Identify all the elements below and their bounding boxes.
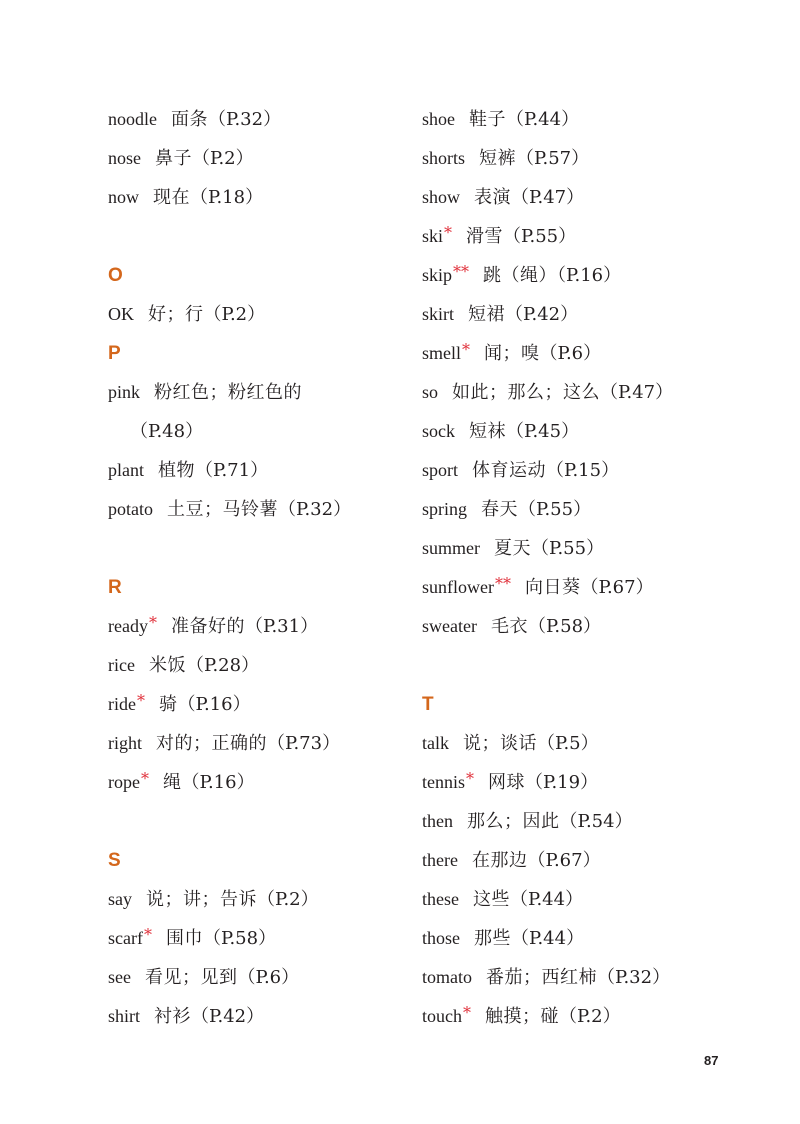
glossary-entry	[108, 685, 408, 724]
entry-page-ref: （P.67）	[527, 850, 601, 871]
entry-mark: *	[463, 1003, 471, 1022]
entry-word: rope	[108, 772, 140, 792]
entry-word: spring	[422, 499, 467, 519]
entry-word: these	[422, 889, 459, 909]
glossary-entry	[422, 724, 752, 763]
entry-mark: *	[444, 223, 453, 242]
entry-mark: *	[136, 691, 145, 710]
entry-meaning: 现在	[153, 187, 190, 208]
entry-meaning: 表演	[474, 187, 512, 208]
entry-word: sport	[422, 460, 458, 480]
glossary-entry	[422, 334, 752, 373]
entry-meaning: 夏天	[494, 538, 531, 559]
entry-meaning: 那么；因此	[467, 811, 560, 832]
entry-meaning: 鼻子	[155, 148, 192, 169]
entry-meaning: 看见；见到	[144, 967, 238, 988]
entry-word: skip	[422, 265, 453, 285]
entry-mark: *	[462, 340, 470, 359]
entry-meaning: 准备好的	[170, 616, 245, 637]
entry-word: touch	[422, 1006, 462, 1026]
glossary-entry	[108, 295, 408, 334]
glossary-entry	[108, 373, 408, 412]
entry-page-ref: （P.44）	[509, 889, 584, 910]
glossary-entry	[108, 178, 408, 217]
entry-word: those	[422, 928, 460, 948]
entry-meaning: 鞋子	[469, 109, 506, 130]
entry-meaning: 衬衫	[154, 1006, 192, 1027]
entry-meaning: 如此；那么；这么	[452, 382, 601, 403]
entry-mark: *	[148, 613, 157, 632]
entry-word: there	[422, 850, 458, 870]
entry-meaning: 土豆；马铃薯	[167, 499, 278, 520]
entry-meaning: 触摸；碰	[485, 1006, 559, 1027]
entry-page-ref: （P.57）	[516, 148, 590, 169]
glossary-entry	[108, 646, 408, 685]
section-letter: S	[108, 850, 121, 871]
entry-word: scarf	[108, 928, 143, 948]
entry-word: then	[422, 811, 453, 831]
entry-page-ref: （P.42）	[191, 1006, 265, 1027]
entry-word: sunflower	[422, 577, 494, 597]
glossary-entry	[108, 451, 408, 490]
entry-word: rice	[108, 655, 135, 675]
entry-meaning: 网球	[488, 772, 525, 793]
glossary-entry	[422, 568, 752, 607]
entry-meaning: 番茄；西红柿	[486, 967, 597, 988]
glossary-right-column	[422, 100, 752, 1036]
entry-word: pink	[108, 382, 141, 402]
entry-word: see	[108, 967, 131, 987]
entry-meaning: 短裤	[479, 148, 517, 169]
section-letter: O	[108, 265, 123, 286]
entry-word: shorts	[422, 148, 466, 168]
entry-page-ref: （P.32）	[208, 109, 282, 130]
section-letter: T	[422, 694, 434, 715]
glossary-entry	[422, 451, 752, 490]
glossary-entry	[422, 295, 752, 334]
entry-page-ref: （P.6）	[237, 967, 300, 988]
entry-meaning: 围巾	[165, 928, 203, 949]
glossary-entry	[422, 373, 752, 412]
entry-word: plant	[108, 460, 144, 480]
entry-page-ref: （P.58）	[527, 616, 602, 637]
entry-page-ref: （P.19）	[525, 772, 599, 793]
glossary-entry	[422, 529, 752, 568]
entry-page-ref: （P.16）	[177, 694, 251, 715]
entry-page-ref: （P.32）	[278, 499, 352, 520]
entry-word: ready	[108, 616, 148, 636]
glossary-entry	[422, 958, 752, 997]
glossary-entry	[422, 919, 752, 958]
entry-word: potato	[108, 499, 153, 519]
entry-meaning: 面条	[171, 109, 208, 130]
glossary-entry	[422, 607, 752, 646]
glossary-entry	[108, 763, 408, 802]
glossary-entry	[422, 880, 752, 919]
entry-page-ref: （P.44）	[511, 928, 585, 949]
glossary-entry	[422, 139, 752, 178]
entry-page-ref: （P.2）	[192, 148, 254, 169]
entry-meaning: 毛衣	[490, 616, 528, 637]
entry-word: right	[108, 733, 142, 753]
page-number: 87	[704, 1053, 719, 1068]
entry-page-ref: （P.32）	[597, 967, 671, 988]
entry-word: shoe	[422, 109, 455, 129]
spacer	[108, 802, 408, 841]
glossary-entry	[422, 841, 752, 880]
entry-page-ref: （P.2）	[203, 304, 266, 325]
glossary-entry	[422, 178, 752, 217]
glossary-entry	[108, 724, 408, 763]
entry-meaning: 米饭	[148, 655, 186, 676]
entry-word: noodle	[108, 109, 157, 129]
glossary-entry	[422, 490, 752, 529]
entry-page-ref: （P.71）	[195, 460, 269, 481]
glossary-left-column	[108, 100, 408, 1036]
entry-page-ref: （P.54）	[559, 811, 633, 832]
entry-meaning: 闻；嗅	[484, 343, 540, 364]
entry-meaning: 说；谈话	[463, 733, 537, 754]
entry-page-ref: （P.16）	[181, 772, 255, 793]
entry-page-ref: （P.45）	[506, 421, 580, 442]
entry-page-ref: （P.42）	[505, 304, 579, 325]
entry-mark: *	[466, 769, 474, 788]
glossary-entry	[108, 919, 408, 958]
glossary-entry	[422, 997, 752, 1036]
entry-mark: *	[143, 925, 152, 944]
entry-word: skirt	[422, 304, 455, 324]
entry-page-ref: （P.2）	[257, 889, 319, 910]
entry-page-ref: （P.16）	[557, 265, 622, 286]
entry-page-ref: （P.55）	[503, 226, 577, 247]
entry-word: tennis	[422, 772, 465, 792]
entry-word: shirt	[108, 1006, 141, 1026]
spacer	[108, 529, 408, 568]
entry-page-ref: （P.2）	[559, 1006, 621, 1027]
entry-continuation: （P.48）	[130, 421, 204, 442]
glossary-entry	[108, 958, 408, 997]
entry-meaning: 那些	[474, 928, 511, 949]
entry-page-ref: （P.47）	[600, 382, 674, 403]
entry-meaning: 这些	[472, 889, 510, 910]
entry-word: say	[108, 889, 132, 909]
entry-meaning: 植物	[158, 460, 195, 481]
glossary-entry	[422, 256, 752, 295]
entry-meaning: 对的；正确的	[156, 733, 267, 754]
glossary-entry	[422, 802, 752, 841]
entry-meaning: 体育运动	[472, 460, 546, 481]
entry-word: ski	[422, 226, 444, 246]
entry-page-ref: （P.28）	[185, 655, 260, 676]
entry-mark: **	[453, 262, 470, 281]
entry-page-ref: （P.31）	[244, 616, 319, 637]
section-letter: R	[108, 577, 122, 598]
glossary-entry	[422, 763, 752, 802]
entry-meaning: 跳（绳）	[483, 265, 558, 286]
entry-word: tomato	[422, 967, 472, 987]
entry-word: ride	[108, 694, 136, 714]
entry-word: summer	[422, 538, 480, 558]
entry-word: now	[108, 187, 139, 207]
entry-word: sock	[422, 421, 455, 441]
entry-page-ref: （P.44）	[506, 109, 580, 130]
entry-mark: **	[494, 574, 511, 593]
entry-word: so	[422, 382, 439, 402]
entry-meaning: 滑雪	[466, 226, 504, 247]
glossary-entry	[108, 880, 408, 919]
entry-word: OK	[108, 304, 134, 324]
glossary-entry	[108, 490, 408, 529]
entry-word: smell	[422, 343, 461, 363]
entry-page-ref: （P.55）	[531, 538, 605, 559]
glossary-entry	[108, 100, 408, 139]
entry-page-ref: （P.67）	[580, 577, 654, 598]
entry-page-ref: （P.6）	[539, 343, 602, 364]
entry-page-ref: （P.73）	[267, 733, 341, 754]
entry-word: nose	[108, 148, 141, 168]
entry-mark: *	[140, 769, 149, 788]
entry-page-ref: （P.15）	[546, 460, 620, 481]
entry-meaning: 在那边	[471, 850, 528, 871]
glossary-entry	[422, 100, 752, 139]
entry-word: show	[422, 187, 461, 207]
entry-word: talk	[422, 733, 449, 753]
entry-meaning: 好；行	[148, 304, 204, 325]
entry-page-ref: （P.58）	[202, 928, 277, 949]
spacer	[422, 646, 752, 685]
entry-meaning: 短袜	[469, 421, 506, 442]
entry-meaning: 向日葵	[524, 577, 581, 598]
entry-page-ref: （P.5）	[537, 733, 599, 754]
entry-meaning: 说；讲；告诉	[146, 889, 257, 910]
entry-page-ref: （P.47）	[511, 187, 585, 208]
entry-meaning: 春天	[481, 499, 518, 520]
glossary-entry	[108, 139, 408, 178]
entry-meaning: 粉红色；粉红色的	[154, 382, 303, 403]
entry-word: sweater	[422, 616, 477, 636]
glossary-entry	[422, 412, 752, 451]
glossary-entry	[108, 607, 408, 646]
glossary-entry	[108, 997, 408, 1036]
entry-meaning: 骑	[158, 694, 178, 715]
entry-page-ref: （P.18）	[190, 187, 264, 208]
spacer	[108, 217, 408, 256]
section-letter: P	[108, 343, 121, 364]
glossary-entry	[422, 217, 752, 256]
entry-page-ref: （P.55）	[518, 499, 592, 520]
entry-meaning: 绳	[162, 772, 182, 793]
entry-meaning: 短裙	[468, 304, 506, 325]
